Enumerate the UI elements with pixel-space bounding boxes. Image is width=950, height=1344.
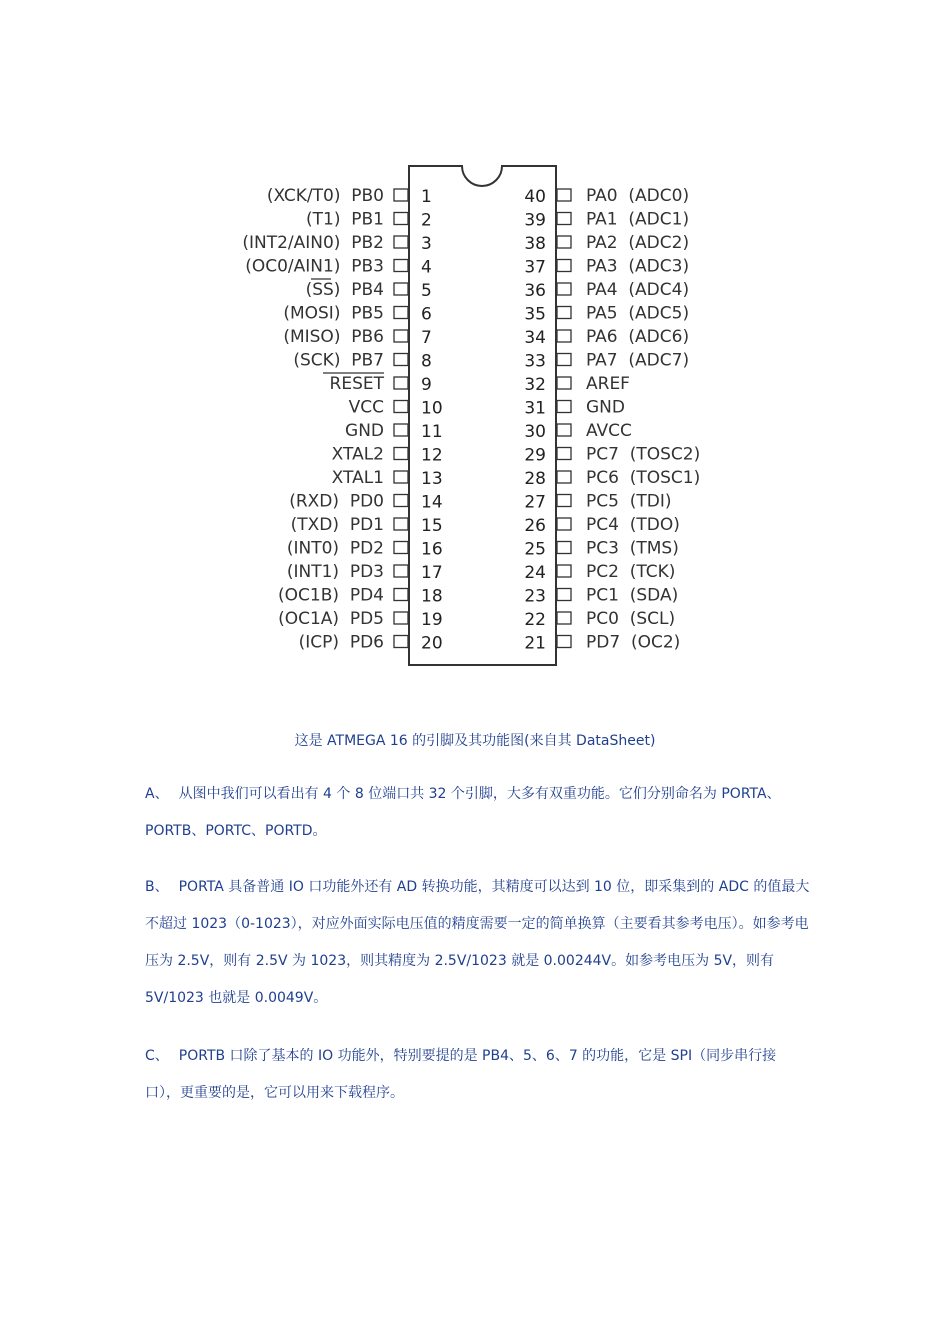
pin-alt: (OC1B)	[278, 585, 340, 606]
pin-alt: (SS)	[305, 280, 341, 300]
pin-number: 22	[524, 610, 546, 630]
pin-number: 21	[524, 633, 546, 654]
pin-15	[291, 515, 443, 536]
pin-alt: (RXD)	[289, 491, 340, 512]
pin-name: PD1	[339, 515, 384, 535]
pin-label	[586, 562, 675, 582]
pin-number: 32	[524, 375, 546, 395]
pin-25	[524, 539, 679, 560]
pin-label	[586, 492, 672, 512]
pin-number: 8	[421, 351, 432, 372]
pin-alt: (TMS)	[618, 538, 679, 559]
right-pins	[524, 186, 700, 654]
pin-pad	[394, 260, 408, 272]
pin-pad	[557, 565, 571, 577]
pin-alt: (ADC7)	[617, 350, 690, 371]
pin-pad	[394, 518, 408, 530]
pin-number: 40	[524, 187, 546, 207]
pin-label	[289, 492, 384, 512]
pin-pad	[557, 636, 571, 648]
pin-number: 35	[524, 304, 546, 325]
pin-number: 14	[421, 492, 443, 513]
pin-number: 20	[421, 633, 443, 654]
pin-name: PB5	[340, 303, 384, 324]
pin-name: AREF	[586, 374, 630, 394]
pin-pad	[394, 401, 408, 413]
pin-23	[524, 586, 678, 607]
pin-pad	[557, 283, 571, 295]
pin-name: PB2	[340, 233, 384, 253]
pin-number: 17	[421, 563, 443, 583]
pin-name: PC3	[586, 538, 619, 559]
pin-name: PC6	[586, 468, 619, 488]
pin-label	[586, 421, 632, 441]
pin-34	[524, 327, 689, 348]
pin-alt: (OC0/AIN1)	[245, 256, 341, 277]
pin-label	[349, 398, 384, 418]
pin-pad	[557, 448, 571, 460]
pin-name: PC1	[586, 585, 619, 606]
pin-pad	[394, 448, 408, 460]
pin-alt: (SCL)	[618, 609, 676, 629]
pin-alt: (OC2)	[620, 632, 681, 653]
pin-name: PB4	[340, 280, 384, 300]
pin-name: PD0	[339, 491, 384, 512]
pin-pad	[557, 377, 571, 389]
pin-1	[267, 186, 432, 207]
pin-alt: (TOSC1)	[618, 468, 701, 488]
paragraph-c	[145, 1038, 810, 1112]
pin-alt: (ADC6)	[617, 327, 690, 347]
pin-pad	[557, 189, 571, 201]
pin-name: PC7	[586, 444, 619, 465]
pin-alt: (ADC2)	[617, 233, 690, 253]
pin-label	[586, 609, 675, 629]
pin-alt: (INT1)	[286, 562, 340, 582]
pin-label	[293, 351, 384, 371]
pin-4	[245, 257, 432, 278]
pin-pad	[394, 283, 408, 295]
pin-number: 11	[421, 422, 443, 442]
pin-number: 9	[421, 375, 432, 395]
pin-pad	[557, 542, 571, 554]
pin-18	[278, 586, 443, 607]
pin-label	[267, 186, 384, 206]
pin-label	[245, 257, 384, 277]
pin-31	[524, 398, 625, 419]
pin-number: 18	[421, 586, 443, 607]
paragraph-text: PORTB 口除了基本的 IO 功能外，特别要提的是 PB4、5、6、7 的功能，它是 SPI（同步串行接口），更重要的是，它可以用来下载程序。	[145, 1048, 777, 1101]
pin-pad	[394, 542, 408, 554]
pin-number: 33	[524, 351, 546, 372]
pin-pad	[394, 589, 408, 601]
pin-alt: (TDI)	[618, 491, 672, 512]
pin-label	[586, 586, 678, 606]
pin-label	[586, 445, 700, 465]
pin-label	[278, 586, 384, 606]
pin-40	[524, 186, 689, 207]
pin-number: 13	[421, 469, 443, 489]
pin-16	[287, 539, 443, 560]
pin-alt: (XCK/T0)	[266, 186, 341, 206]
pin-number: 7	[421, 328, 432, 348]
pin-9	[330, 374, 432, 395]
pin-number: 16	[421, 539, 443, 560]
pin-number: 38	[524, 234, 546, 254]
pin-label	[291, 515, 384, 535]
pin-name: PB1	[340, 209, 384, 230]
pin-pad	[394, 189, 408, 201]
pin-22	[524, 609, 675, 630]
pin-36	[524, 280, 689, 301]
pin-name: XTAL2	[331, 444, 384, 465]
pin-2	[306, 210, 432, 231]
pin-alt: (TCK)	[618, 562, 676, 582]
paragraph-label: A、	[145, 786, 169, 802]
pin-number: 37	[524, 257, 546, 278]
pin-label	[242, 233, 384, 253]
pin-name: PD4	[339, 585, 384, 606]
pin-35	[524, 304, 689, 325]
pin-pad	[557, 307, 571, 319]
pin-label	[586, 327, 689, 347]
pin-11	[345, 421, 443, 442]
pin-39	[524, 210, 689, 231]
pin-33	[524, 351, 689, 372]
pin-28	[524, 468, 700, 489]
pin-pad	[394, 636, 408, 648]
paragraph-b	[145, 869, 810, 1017]
pin-label	[283, 304, 384, 324]
pin-label	[586, 233, 689, 253]
pin-alt: (ADC0)	[617, 186, 690, 206]
pin-pad	[557, 354, 571, 366]
paragraph-text: PORTA 具备普通 IO 口功能外还有 AD 转换功能，其精度可以达到 10 位，即采集到的 ADC 的值最大不超过 1023（0-1023），对应外面实际电压值的精度需要一定的简单换算（主要看其参考电压）。如参考电压为 2.5V，则有 2.5V 为 1023，则其精度为 2.5V/1023 就是 0.00244V。如参考电压为 5V，则有 5V/1023 也就是 0.0049V。	[145, 879, 810, 1006]
pin-label	[586, 398, 625, 418]
pin-name: PC0	[586, 609, 619, 629]
pin-label	[345, 421, 384, 441]
pin-pad	[394, 612, 408, 624]
pin-name: PA2	[586, 233, 618, 253]
pin-pad	[394, 354, 408, 366]
pin-alt: (ADC5)	[617, 303, 690, 324]
pin-label	[283, 327, 384, 347]
pin-label	[586, 633, 680, 653]
pin-name: PD3	[339, 562, 384, 582]
pin-21	[524, 633, 680, 654]
pin-name: PC2	[586, 562, 619, 582]
pin-number: 24	[524, 563, 546, 583]
pin-8	[293, 351, 431, 372]
pin-name: PC4	[586, 515, 619, 535]
pin-alt: (OC1A)	[278, 609, 340, 629]
pin-pad	[394, 213, 408, 225]
pin-number: 15	[421, 516, 443, 536]
pin-alt: (ICP)	[298, 632, 340, 653]
pin-17	[287, 562, 443, 583]
pin-pad	[557, 518, 571, 530]
pin-name: PA1	[586, 209, 618, 230]
pin-pad	[394, 471, 408, 483]
pin-alt: (ADC3)	[617, 256, 690, 277]
pin-label	[332, 468, 384, 488]
pin-pad	[557, 495, 571, 507]
pin-name: AVCC	[586, 421, 632, 441]
pin-number: 39	[524, 210, 546, 231]
pin-alt: (INT2/AIN0)	[242, 233, 341, 253]
pin-name: PD6	[339, 632, 384, 653]
pin-label	[287, 539, 384, 559]
pin-20	[299, 633, 443, 654]
pin-26	[524, 515, 680, 536]
pin-number: 4	[421, 257, 432, 278]
pin-name: PD2	[339, 538, 384, 559]
pin-pad	[394, 565, 408, 577]
pin-name: PD5	[339, 609, 384, 629]
pin-pad	[557, 424, 571, 436]
pin-number: 23	[524, 586, 546, 607]
pin-32	[524, 374, 630, 395]
pin-label	[287, 562, 384, 582]
left-pins	[242, 186, 442, 654]
pin-label	[332, 445, 384, 465]
pin-name: PA5	[586, 303, 618, 324]
pin-name: PB6	[340, 327, 384, 347]
pin-24	[524, 562, 675, 583]
pin-number: 2	[421, 210, 432, 231]
pin-label	[586, 351, 689, 371]
pin-number: 1	[421, 187, 432, 207]
pin-label	[586, 257, 689, 277]
pin-alt: (SDA)	[618, 585, 679, 606]
pin-number: 34	[524, 328, 546, 348]
pin-alt: (MISO)	[283, 327, 341, 347]
pin-37	[524, 257, 689, 278]
pin-name: PB0	[340, 186, 384, 206]
pin-label	[586, 539, 679, 559]
pin-number: 5	[421, 281, 432, 301]
pin-name: PB7	[340, 350, 384, 371]
paragraph-label: B、	[145, 879, 169, 895]
pin-label	[586, 374, 630, 394]
pin-name: PA4	[586, 280, 618, 300]
pin-pad	[394, 236, 408, 248]
pin-pad	[557, 471, 571, 483]
pin-29	[524, 445, 700, 466]
pin-name: XTAL1	[331, 468, 384, 488]
pin-name: PA6	[586, 327, 618, 347]
paragraph-label: C、	[145, 1048, 169, 1064]
pin-label	[330, 374, 385, 394]
pin-alt: (ADC4)	[617, 280, 690, 300]
pin-pad	[394, 377, 408, 389]
pin-label	[586, 210, 689, 230]
pin-pad	[557, 612, 571, 624]
pin-10	[349, 398, 443, 419]
pin-name: PC5	[586, 491, 619, 512]
pin-5	[306, 280, 432, 301]
pin-pad	[557, 401, 571, 413]
pin-38	[524, 233, 689, 254]
pin-pad	[557, 260, 571, 272]
pin-27	[524, 492, 671, 513]
pin-number: 6	[421, 304, 432, 325]
pin-pad	[557, 213, 571, 225]
pin-alt: (ADC1)	[617, 209, 690, 230]
pin-number: 27	[524, 492, 546, 513]
pin-alt: (MOSI)	[283, 303, 341, 324]
pin-label	[586, 280, 689, 300]
pin-number: 10	[421, 398, 443, 419]
pin-number: 29	[524, 445, 546, 466]
pin-label	[306, 210, 384, 230]
pin-14	[289, 492, 442, 513]
figure-caption: 这是 ATMEGA 16 的引脚及其功能图(来自其 DataSheet)	[294, 733, 656, 749]
pin-name: PA3	[586, 256, 618, 277]
pin-19	[278, 609, 443, 630]
pin-name: GND	[345, 421, 384, 441]
pin-number: 28	[524, 469, 546, 489]
pin-name: GND	[586, 397, 625, 418]
pin-number: 26	[524, 516, 546, 536]
pin-alt: (TDO)	[618, 515, 680, 535]
pin-label	[306, 280, 384, 300]
pin-label	[299, 633, 384, 653]
pin-pad	[394, 495, 408, 507]
paragraph-a	[145, 776, 810, 850]
pin-12	[332, 445, 443, 466]
pin-pad	[557, 236, 571, 248]
pin-name: PD7	[586, 632, 621, 653]
pin-pad	[557, 330, 571, 342]
pin-label	[586, 515, 680, 535]
pin-name: RESET	[329, 374, 384, 394]
pin-alt: (TOSC2)	[618, 444, 701, 465]
pin-number: 36	[524, 281, 546, 301]
pin-alt: (T1)	[305, 209, 341, 230]
pin-name: PA7	[586, 350, 618, 371]
pin-pad	[557, 589, 571, 601]
pin-label	[586, 304, 689, 324]
pin-pad	[394, 330, 408, 342]
pin-label	[586, 468, 700, 488]
pin-number: 31	[524, 398, 546, 419]
pin-pad	[394, 307, 408, 319]
paragraph-text: 从图中我们可以看出有 4 个 8 位端口共 32 个引脚，大多有双重功能。它们分别命名为 PORTA、PORTB、PORTC、PORTD。	[145, 786, 781, 839]
pin-alt: (TXD)	[290, 515, 340, 535]
pin-alt: (INT0)	[286, 538, 340, 559]
pin-pad	[394, 424, 408, 436]
pin-number: 30	[524, 422, 546, 442]
pin-number: 25	[524, 539, 546, 560]
pin-number: 12	[421, 445, 443, 466]
pin-label	[278, 609, 384, 629]
pin-alt: (SCK)	[293, 350, 341, 371]
pin-13	[332, 468, 443, 489]
pin-number: 3	[421, 234, 432, 254]
pin-label	[586, 186, 689, 206]
pin-name: PA0	[586, 186, 618, 206]
pin-name: PB3	[340, 256, 384, 277]
pin-number: 19	[421, 610, 443, 630]
pin-30	[524, 421, 632, 442]
pin-3	[242, 233, 431, 254]
pin-name: VCC	[348, 397, 384, 418]
